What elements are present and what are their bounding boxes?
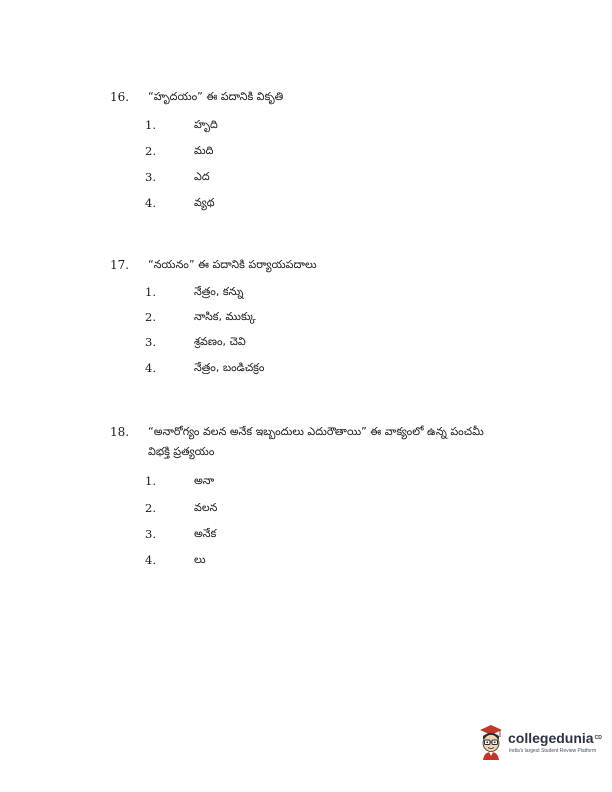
option-text: అనేక [194, 527, 217, 540]
question-text: “అనారోగ్యం వలన అనేక ఇబ్బందులు ఎదురౌతాయి” ఈ వాక్యంలో ఉన్న పంచమీ విభక్తి ప్రత్యయం [148, 425, 484, 458]
option [0, 170, 612, 186]
option-number: 1. [145, 118, 156, 132]
option-text: శ్రవణం, చెవి [194, 335, 246, 348]
logo-suffix: CD [594, 735, 602, 741]
option-text: నేత్రం, బండిచక్రం [194, 361, 265, 374]
option [0, 527, 612, 543]
option-text: నాసిక, ముక్కు [194, 310, 256, 323]
option-number: 3. [145, 527, 156, 541]
option-number: 4. [145, 361, 156, 375]
question-text: “నయనం” ఈ పదానికి పర్యాయపదాలు [148, 258, 317, 271]
question-number: 18. [110, 425, 130, 439]
logo-tagline: India's largest Student Review Platform [509, 748, 597, 754]
question-text: “హృదయం” ఈ పదానికి వికృతి [148, 90, 284, 103]
option [0, 144, 612, 160]
option [0, 553, 612, 569]
option-number: 2. [145, 501, 156, 515]
option-number: 4. [145, 196, 156, 210]
option-text: మది [194, 144, 214, 157]
option-number: 2. [145, 310, 156, 324]
option-text: నేత్రం, కన్ను [194, 285, 244, 298]
collegedunia-logo [476, 722, 602, 766]
option-number: 3. [145, 335, 156, 349]
option-number: 2. [145, 144, 156, 158]
student-mascot-icon [476, 722, 506, 762]
option [0, 501, 612, 517]
option [0, 335, 612, 351]
option-text: అనా [194, 474, 215, 487]
question-number: 17. [110, 258, 130, 272]
logo-name: collegedunia$^{CD}$ [508, 730, 602, 746]
option-text: వలన [194, 501, 218, 514]
option-number: 1. [145, 285, 156, 299]
option [0, 285, 612, 301]
option-text: ఎద [194, 170, 210, 183]
question-number: 16. [110, 90, 130, 104]
option [0, 196, 612, 212]
option-text: లు [194, 553, 206, 566]
option-number: 4. [145, 553, 156, 567]
option [0, 361, 612, 377]
option [0, 310, 612, 326]
option-number: 1. [145, 474, 156, 488]
option-text: వ్యథ [194, 196, 215, 209]
option [0, 118, 612, 134]
option-number: 3. [145, 170, 156, 184]
option-text: హృది [194, 118, 218, 131]
option [0, 474, 612, 490]
